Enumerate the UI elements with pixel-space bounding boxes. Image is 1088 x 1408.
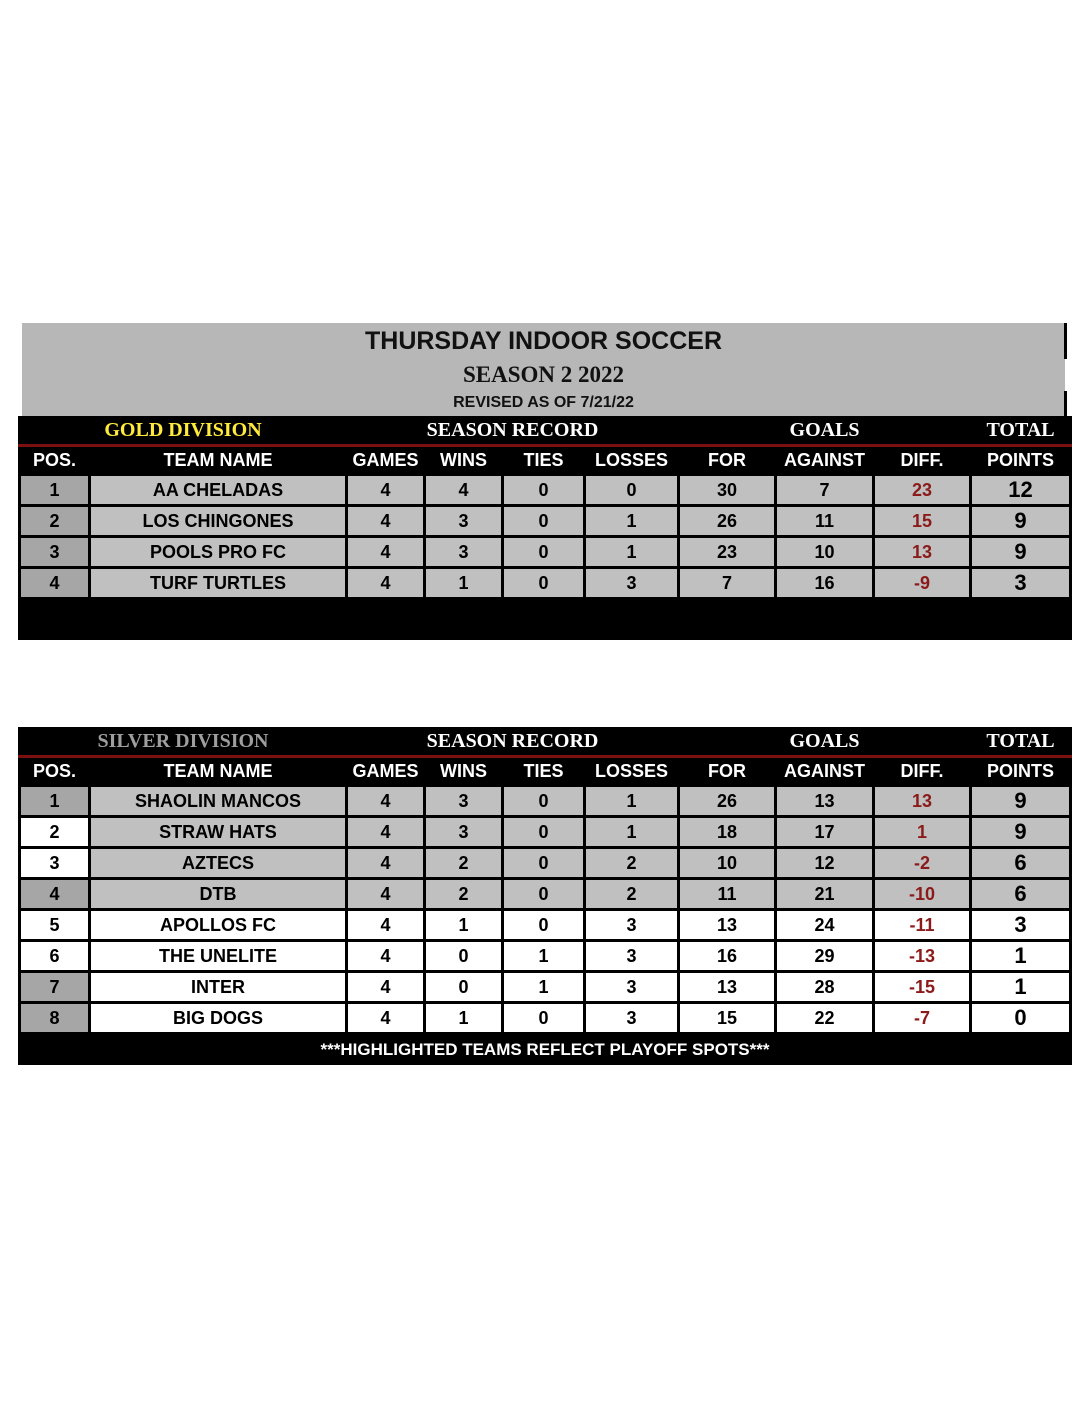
revised-date: REVISED AS OF 7/21/22 (453, 394, 634, 411)
diff-cell: -13 (874, 941, 971, 972)
footer-bar (20, 599, 1071, 641)
col-for: FOR (679, 446, 776, 475)
team-cell: LOS CHINGONES (90, 506, 347, 537)
pos-cell: 5 (20, 910, 90, 941)
losses-cell: 3 (585, 972, 679, 1003)
diff-cell: -10 (874, 879, 971, 910)
col-pos: POS. (20, 446, 90, 475)
games-cell: 4 (347, 972, 425, 1003)
table-row (20, 506, 1071, 537)
diff-cell: -11 (874, 910, 971, 941)
ties-cell: 0 (503, 506, 585, 537)
total-header: TOTAL (971, 416, 1071, 446)
table-row (20, 941, 1071, 972)
against-cell: 22 (776, 1003, 874, 1034)
points-cell: 6 (971, 879, 1071, 910)
points-cell: 6 (971, 848, 1071, 879)
table-row (20, 1003, 1071, 1034)
games-cell: 4 (347, 1003, 425, 1034)
table-row (20, 786, 1071, 817)
against-cell: 10 (776, 537, 874, 568)
team-cell: INTER (90, 972, 347, 1003)
losses-cell: 1 (585, 537, 679, 568)
games-cell: 4 (347, 506, 425, 537)
team-cell: THE UNELITE (90, 941, 347, 972)
ties-cell: 0 (503, 879, 585, 910)
column-header-row (20, 757, 1071, 786)
for-cell: 30 (679, 475, 776, 506)
wins-cell: 3 (425, 817, 503, 848)
diff-cell: -9 (874, 568, 971, 599)
col-points: POINTS (971, 757, 1071, 786)
wins-cell: 0 (425, 941, 503, 972)
pos-cell: 2 (20, 506, 90, 537)
losses-cell: 0 (585, 475, 679, 506)
diff-cell: 15 (874, 506, 971, 537)
wins-cell: 3 (425, 786, 503, 817)
wins-cell: 4 (425, 475, 503, 506)
for-cell: 10 (679, 848, 776, 879)
division-header-row (20, 416, 1071, 446)
wins-cell: 2 (425, 848, 503, 879)
total-header: TOTAL (971, 727, 1071, 757)
ties-cell: 0 (503, 817, 585, 848)
table-row (20, 475, 1071, 506)
diff-cell: 23 (874, 475, 971, 506)
ties-cell: 0 (503, 786, 585, 817)
wins-cell: 1 (425, 568, 503, 599)
title-block (22, 323, 1065, 416)
team-cell: POOLS PRO FC (90, 537, 347, 568)
points-cell: 9 (971, 537, 1071, 568)
for-cell: 11 (679, 879, 776, 910)
against-cell: 12 (776, 848, 874, 879)
silver-division-table (18, 727, 1072, 1065)
col-points: POINTS (971, 446, 1071, 475)
points-cell: 1 (971, 972, 1071, 1003)
points-cell: 0 (971, 1003, 1071, 1034)
for-cell: 13 (679, 910, 776, 941)
games-cell: 4 (347, 941, 425, 972)
team-cell: STRAW HATS (90, 817, 347, 848)
col-against: AGAINST (776, 446, 874, 475)
games-cell: 4 (347, 786, 425, 817)
for-cell: 26 (679, 506, 776, 537)
games-cell: 4 (347, 568, 425, 599)
col-team-name: TEAM NAME (90, 446, 347, 475)
col-team-name: TEAM NAME (90, 757, 347, 786)
table-row (20, 972, 1071, 1003)
col-diff: DIFF. (874, 446, 971, 475)
ties-cell: 1 (503, 972, 585, 1003)
against-cell: 16 (776, 568, 874, 599)
games-cell: 4 (347, 537, 425, 568)
losses-cell: 3 (585, 910, 679, 941)
points-cell: 1 (971, 941, 1071, 972)
for-cell: 7 (679, 568, 776, 599)
team-cell: SHAOLIN MANCOS (90, 786, 347, 817)
points-cell: 12 (971, 475, 1071, 506)
table-footer-bar (20, 1034, 1071, 1066)
col-wins: WINS (425, 446, 503, 475)
ties-cell: 0 (503, 568, 585, 599)
table-row (20, 848, 1071, 879)
diff-cell: -7 (874, 1003, 971, 1034)
pos-cell: 4 (20, 879, 90, 910)
for-cell: 16 (679, 941, 776, 972)
col-diff: DIFF. (874, 757, 971, 786)
team-cell: AA CHELADAS (90, 475, 347, 506)
pos-cell: 8 (20, 1003, 90, 1034)
col-ties: TIES (503, 757, 585, 786)
col-games: GAMES (347, 446, 425, 475)
team-cell: TURF TURTLES (90, 568, 347, 599)
diff-cell: 1 (874, 817, 971, 848)
gold-division-label: GOLD DIVISION (20, 416, 347, 446)
pos-cell: 4 (20, 568, 90, 599)
games-cell: 4 (347, 475, 425, 506)
points-cell: 9 (971, 786, 1071, 817)
wins-cell: 0 (425, 972, 503, 1003)
points-cell: 9 (971, 817, 1071, 848)
losses-cell: 3 (585, 568, 679, 599)
games-cell: 4 (347, 879, 425, 910)
wins-cell: 2 (425, 879, 503, 910)
team-cell: APOLLOS FC (90, 910, 347, 941)
col-against: AGAINST (776, 757, 874, 786)
losses-cell: 3 (585, 941, 679, 972)
ties-cell: 0 (503, 537, 585, 568)
team-cell: DTB (90, 879, 347, 910)
pos-cell: 7 (20, 972, 90, 1003)
col-wins: WINS (425, 757, 503, 786)
losses-cell: 1 (585, 506, 679, 537)
col-games: GAMES (347, 757, 425, 786)
table-footer-bar (20, 599, 1071, 641)
wins-cell: 3 (425, 506, 503, 537)
pos-cell: 6 (20, 941, 90, 972)
column-header-row (20, 446, 1071, 475)
team-cell: BIG DOGS (90, 1003, 347, 1034)
games-cell: 4 (347, 910, 425, 941)
col-losses: LOSSES (585, 446, 679, 475)
pos-cell: 1 (20, 475, 90, 506)
table-row (20, 879, 1071, 910)
diff-cell: -15 (874, 972, 971, 1003)
for-cell: 26 (679, 786, 776, 817)
ties-cell: 0 (503, 848, 585, 879)
losses-cell: 2 (585, 848, 679, 879)
points-cell: 3 (971, 910, 1071, 941)
for-cell: 13 (679, 972, 776, 1003)
table-row (20, 568, 1071, 599)
pos-cell: 1 (20, 786, 90, 817)
against-cell: 28 (776, 972, 874, 1003)
games-cell: 4 (347, 848, 425, 879)
diff-cell: -2 (874, 848, 971, 879)
col-pos: POS. (20, 757, 90, 786)
for-cell: 15 (679, 1003, 776, 1034)
ties-cell: 0 (503, 475, 585, 506)
wins-cell: 3 (425, 537, 503, 568)
col-losses: LOSSES (585, 757, 679, 786)
against-cell: 29 (776, 941, 874, 972)
silver-division-label: SILVER DIVISION (20, 727, 347, 757)
table-row (20, 910, 1071, 941)
against-cell: 7 (776, 475, 874, 506)
points-cell: 3 (971, 568, 1071, 599)
season-title: SEASON 2 2022 (462, 362, 625, 387)
season-record-header: SEASON RECORD (347, 416, 679, 446)
for-cell: 18 (679, 817, 776, 848)
losses-cell: 3 (585, 1003, 679, 1034)
losses-cell: 1 (585, 817, 679, 848)
wins-cell: 1 (425, 910, 503, 941)
season-record-header: SEASON RECORD (347, 727, 679, 757)
col-for: FOR (679, 757, 776, 786)
team-cell: AZTECS (90, 848, 347, 879)
league-title: THURSDAY INDOOR SOCCER (365, 327, 722, 355)
against-cell: 13 (776, 786, 874, 817)
against-cell: 24 (776, 910, 874, 941)
losses-cell: 2 (585, 879, 679, 910)
wins-cell: 1 (425, 1003, 503, 1034)
table-row (20, 537, 1071, 568)
ties-cell: 0 (503, 1003, 585, 1034)
ties-cell: 1 (503, 941, 585, 972)
games-cell: 4 (347, 817, 425, 848)
ties-cell: 0 (503, 910, 585, 941)
playoff-note: ***HIGHLIGHTED TEAMS REFLECT PLAYOFF SPOTS*** (20, 1034, 1071, 1066)
diff-cell: 13 (874, 786, 971, 817)
table-row (20, 817, 1071, 848)
pos-cell: 2 (20, 817, 90, 848)
goals-header: GOALS (679, 727, 971, 757)
diff-cell: 13 (874, 537, 971, 568)
against-cell: 21 (776, 879, 874, 910)
losses-cell: 1 (585, 786, 679, 817)
goals-header: GOALS (679, 416, 971, 446)
pos-cell: 3 (20, 537, 90, 568)
against-cell: 11 (776, 506, 874, 537)
gold-division-table (18, 416, 1072, 640)
col-ties: TIES (503, 446, 585, 475)
division-header-row (20, 727, 1071, 757)
points-cell: 9 (971, 506, 1071, 537)
for-cell: 23 (679, 537, 776, 568)
against-cell: 17 (776, 817, 874, 848)
pos-cell: 3 (20, 848, 90, 879)
